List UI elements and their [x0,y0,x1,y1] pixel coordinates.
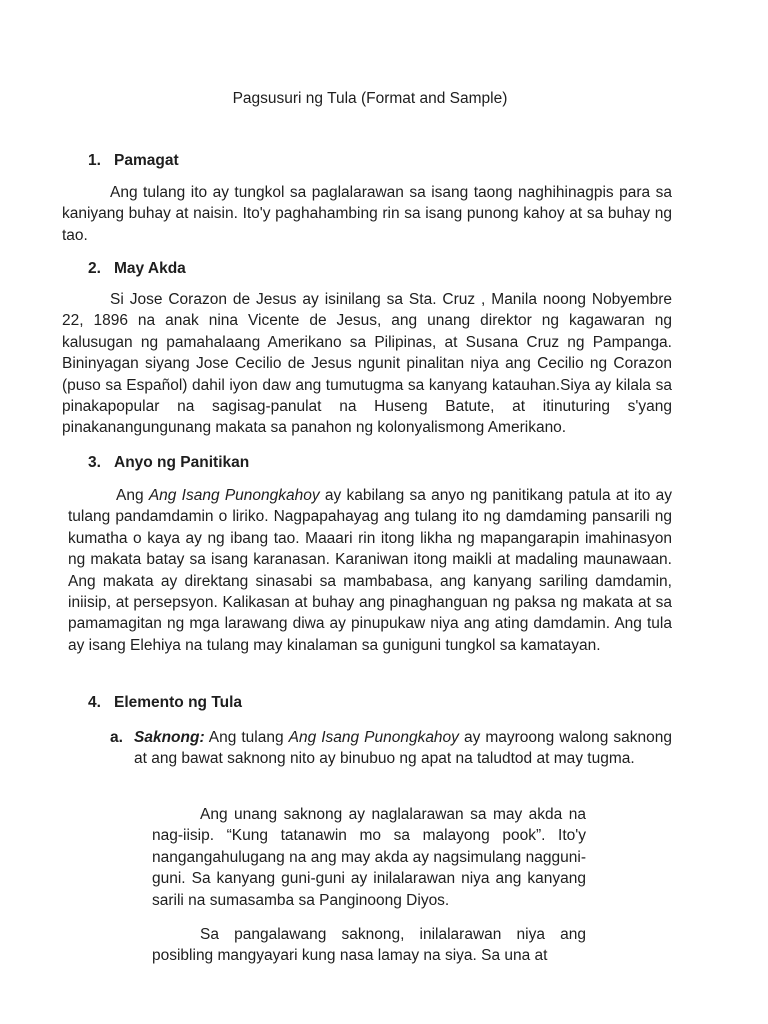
section-title: Anyo ng Panitikan [114,454,250,471]
list-item-saknong [110,727,672,770]
paragraph-text: ay kabilang sa anyo ng panitikang patula at ito ay tulang pandamdamin o liriko. Nagpapahayag ang tulang ito ng damdaming pansarili ng kumatha o kaya ay ng ibang tao. Maaari rin itong likha ng mapangarapin imahinasyon ng makata batay sa isang karanasan. Karaniwan itong maikli at madaling maunawaan. Ang makata ay direktang sinasabi sa mambabasa, ang kanyang sariling damdamin, iniisip, at persepsyon. Kalikasan at buhay ang pinaghanguan ng paksa ng makata at sa pamamagitan ng mga larawang diwa ay pinupukaw niya ang ating damdamin. Ang tula ay isang Elehiya na tulang may kinalaman sa guniguni tungkol sa kamatayan. [68,487,672,654]
item-label: Saknong: [134,729,205,746]
section-heading-pamagat [88,150,179,171]
section-number: 3. [88,454,101,471]
section-heading-anyo-ng-panitikan [88,452,249,473]
section-number: 1. [88,152,101,169]
list-letter: a. [110,729,123,746]
paragraph-anyo-ng-panitikan [68,485,672,656]
item-text: Ang tulang [204,729,289,746]
paragraph-may-akda: Si Jose Corazon de Jesus ay isinilang sa Sta. Cruz , Manila noong Nobyembre 22, 1896 na anak nina Vicente de Jesus, ang unang direktor ng kagawaran ng kalusugan ng pamahalaang Amerikano sa Pilipinas, at Susana Cruz ng Pampanga. Bininyagan siyang Jose Cecilio de Jesus ngunit pinalitan niya ang Cecilio ng Corazon (puso sa Español) dahil iyon daw ang tumutugma sa kanyang katauhan.Siya ay kilala sa pinakapopular na sagisag-panulat na Huseng Batute, at itinuturing s'yang pinakanangungunang makata sa panahon ng kolonyalismong Amerikano. [62,291,672,437]
poem-title: Ang Isang Punongkahoy [148,487,320,504]
item-text: ay mayroong walong saknong at ang bawat saknong nito ay binubuo ng apat na taludtod at may tugma. [134,729,672,768]
list-item-text [134,727,672,770]
section-title: May Akda [114,260,186,277]
section-number: 4. [88,694,101,711]
section-title: Pamagat [114,152,179,169]
sub-paragraph-pangalawang-saknong: Sa pangalawang saknong, inilalarawan niya ang posibling mangyayari kung nasa lamay na siya. Sa una at [152,926,586,965]
section-number: 2. [88,260,101,277]
section-heading-may-akda [88,258,186,279]
section-title: Elemento ng Tula [114,694,243,711]
document-title: Pagsusuri ng Tula (Format and Sample) [232,90,508,107]
paragraph-pamagat: Ang tulang ito ay tungkol sa paglalarawan sa isang taong naghihinagpis para sa kaniyang buhay at naisin. Ito'y paghahambing rin sa isang punong kahoy at sa buhay ng tao. [62,184,672,244]
paragraph-text: Ang [116,487,149,504]
poem-title: Ang Isang Punongkahoy [288,729,459,746]
section-heading-elemento-ng-tula [88,692,242,713]
sub-paragraph-unang-saknong: Ang unang saknong ay naglalarawan sa may akda na nag-iisip. “Kung tatanawin mo sa malayong pook”. Ito'y nangangahulugang na ang may akda ay nagsimulang nagguni-guni. Sa kanyang guni-guni ay inilalarawan niya ang kanyang sarili na sumasamba sa Panginoong Diyos. [152,806,586,909]
